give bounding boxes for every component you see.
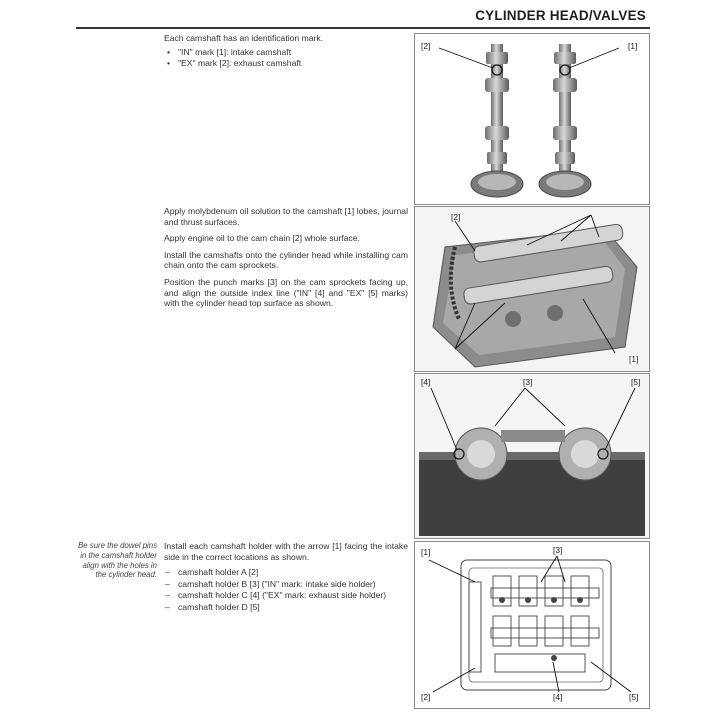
header-rule <box>76 27 650 29</box>
callout-label: [1] <box>421 547 431 557</box>
install-step-2: Apply engine oil to the cam chain [2] whole surface. <box>164 233 360 244</box>
page-title: CYLINDER HEAD/VALVES <box>475 8 646 23</box>
figure-camshafts-installed <box>414 206 650 372</box>
callout-label: [3] <box>553 545 563 555</box>
callout-label: [5] <box>631 377 641 387</box>
holders-line-drawing <box>415 542 649 708</box>
holders-list <box>164 567 408 612</box>
camshaft-id-list <box>164 47 408 69</box>
callout-label: [5] <box>629 692 639 702</box>
leader-line <box>439 48 493 68</box>
figure-sprocket-marks <box>414 373 650 539</box>
install-step-1: Apply molybdenum oil solution to the camshaft [1] lobes, journal and thrust surfaces. <box>164 206 408 227</box>
leader-line <box>569 48 619 68</box>
list-item: • "IN" mark [1]: intake camshaft <box>164 47 408 58</box>
callout-label: [2] <box>421 41 431 51</box>
camshaft-id-intro: Each camshaft has an identification mark. <box>164 33 324 43</box>
callout-label: [1] <box>628 41 638 51</box>
install-step-3: Install the camshafts onto the cylinder head while installing cam chain onto the cam sprockets. <box>164 249 408 271</box>
exhaust-camshaft <box>539 44 591 197</box>
camshafts-illustration <box>415 34 649 204</box>
list-item: • "EX" mark [2]: exhaust camshaft <box>164 58 408 69</box>
install-step-4: Position the punch marks [3] on the cam sprockets facing up, and align the outside index line ("IN" [4] and "EX" [5] marks) with the cylinder head top surface as shown. <box>164 276 408 309</box>
list-item: – camshaft holder A [2] <box>164 567 408 578</box>
list-item: – camshaft holder C [4] ("EX" mark: exhaust side holder) <box>164 590 408 601</box>
figure-camshaft-holders <box>414 541 650 709</box>
callout-label: [4] <box>421 377 431 387</box>
section-install <box>164 206 408 315</box>
callout-label: [2] <box>421 692 431 702</box>
section-camshaft-id <box>164 33 408 70</box>
holders-intro: Install each camshaft holder with the arrow [1] facing the intake side in the correct locations as shown. <box>164 541 408 562</box>
list-item: – camshaft holder B [3] ("IN" mark: intake side holder) <box>164 579 408 590</box>
side-note: Be sure the dowel pins in the camshaft holder align with the holes in the cylinder head. <box>78 541 157 580</box>
sprocket-illustration <box>415 374 649 538</box>
callout-label: [4] <box>553 692 563 702</box>
list-item: – camshaft holder D [5] <box>164 602 408 613</box>
figure-camshafts <box>414 33 650 205</box>
section-holders <box>164 541 408 614</box>
intake-camshaft <box>471 44 523 197</box>
callout-label: [2] <box>451 212 461 222</box>
cylinder-head-illustration <box>415 207 649 371</box>
callout-label: [3] <box>523 377 533 387</box>
callout-label: [1] <box>629 354 639 364</box>
